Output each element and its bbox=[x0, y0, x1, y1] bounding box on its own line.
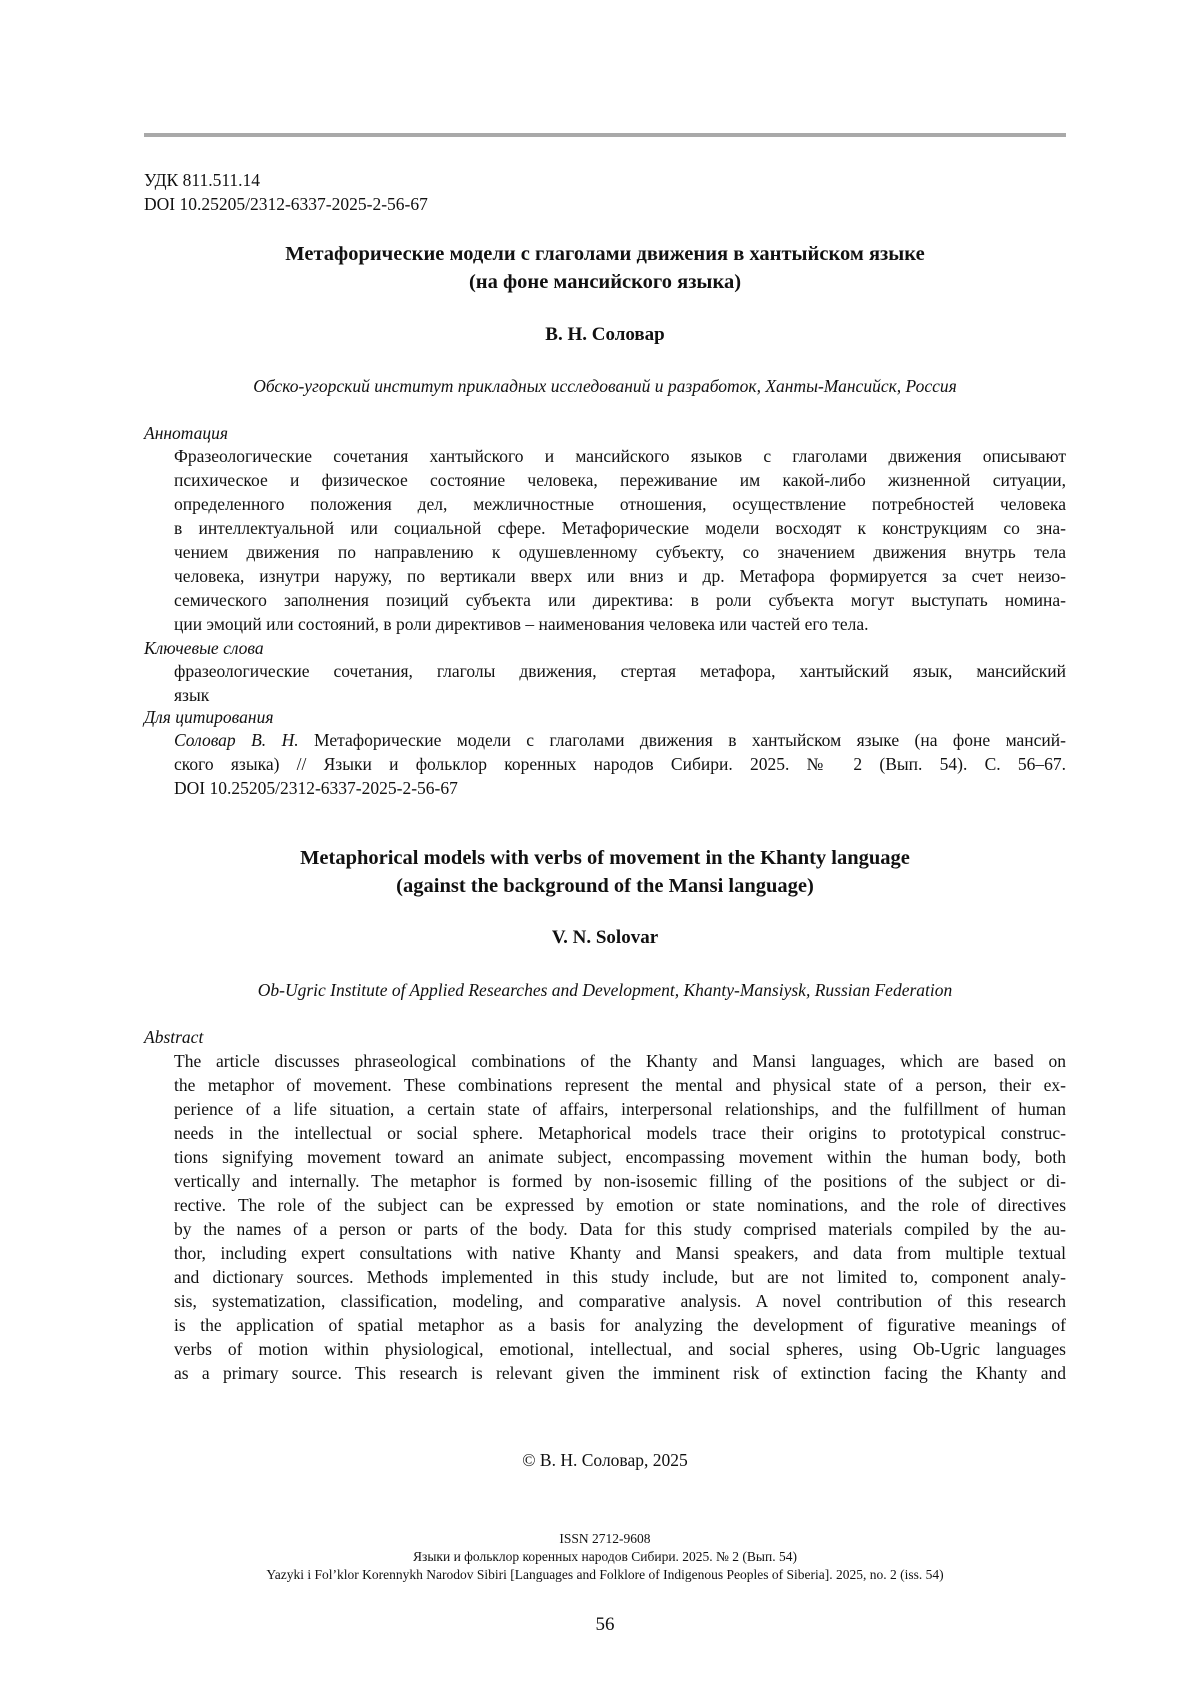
title-en bbox=[144, 844, 1066, 900]
citation-author: Соловар В. Н. bbox=[174, 730, 299, 750]
annotation-line: психическое и физическое состояние человека, переживание им какой-либо жизненной ситуации, bbox=[174, 470, 1066, 490]
annotation-line: ции эмоций или состояний, в роли директивов – наименования человека или частей его тела. bbox=[174, 614, 869, 634]
annotation-line: человека, изнутри наружу, по вертикали вверх или вниз и др. Метафора формируется за счет неизо- bbox=[174, 566, 1066, 586]
author-ru: В. Н. Соловар bbox=[545, 324, 665, 345]
affiliation-ru: Обско-угорский институт прикладных исследований и разработок, Ханты-Мансийск, Россия bbox=[253, 376, 957, 396]
abstract-line: as a primary source. This research is relevant given the imminent risk of extinction facing the Khanty and bbox=[174, 1363, 1066, 1383]
page-number: 56 bbox=[595, 1614, 615, 1635]
keywords-text bbox=[174, 659, 1066, 707]
doi: DOI 10.25205/2312-6337-2025-2-56-67 bbox=[144, 194, 428, 214]
citation-title: Метафорические модели с глаголами движения в хантыйском языке (на фоне мансий- bbox=[298, 730, 1066, 750]
abstract-line: is the application of spatial metaphor as a basis for analyzing the development of figurative meanings of bbox=[174, 1315, 1066, 1335]
citation-doi: DOI 10.25205/2312-6337-2025-2-56-67 bbox=[174, 778, 458, 798]
citation-line: ского языка) // Языки и фольклор коренных народов Сибири. 2025. № 2 (Вып. 54). С. 56–67. bbox=[174, 754, 1066, 774]
abstract-label: Abstract bbox=[144, 1027, 204, 1047]
article-meta bbox=[144, 168, 428, 216]
abstract-line: needs in the intellectual or social sphere. Metaphorical models trace their origins to prototypical construc- bbox=[174, 1123, 1066, 1143]
annotation-line: чением движения по направлению к одушевленному субъекту, со значением движения внутрь тела bbox=[174, 542, 1066, 562]
abstract-text bbox=[174, 1049, 1066, 1385]
annotation-label: Аннотация bbox=[144, 423, 229, 443]
affiliation-en: Ob-Ugric Institute of Applied Researches and Development, Khanty-Mansiysk, Russian Federation bbox=[257, 980, 953, 1000]
annotation-line: семического заполнения позиций субъекта или директива: в роли субъекта могут выступать номина- bbox=[174, 590, 1066, 610]
journal-footer bbox=[144, 1530, 1066, 1584]
abstract-line: vertically and internally. The metaphor is formed by non-isosemic filling of the positions of the subject or di- bbox=[174, 1171, 1066, 1191]
abstract-line: verbs of motion within physiological, emotional, intellectual, and social spheres, using Ob-Ugric languages bbox=[174, 1339, 1066, 1359]
abstract-line: tions signifying movement toward an animate subject, encompassing movement within the human body, both bbox=[174, 1147, 1066, 1167]
header-rule bbox=[144, 133, 1066, 137]
title-ru bbox=[144, 240, 1066, 296]
citation-text bbox=[174, 728, 1066, 800]
abstract-line: by the names of a person or parts of the body. Data for this study comprised materials compiled by the au- bbox=[174, 1219, 1066, 1239]
abstract-line: sis, systematization, classification, modeling, and comparative analysis. A novel contribution of this research bbox=[174, 1291, 1066, 1311]
keywords-line: фразеологические сочетания, глаголы движения, стертая метафора, хантыйский язык, мансийский bbox=[174, 661, 1066, 681]
annotation-line: в интеллектуальной или социальной сфере. Метафорические модели восходят к конструкциям со зна- bbox=[174, 518, 1066, 538]
footer-journal-en: Yazyki i Fol’klor Korennykh Narodov Sibiri [Languages and Folklore of Indigenous Peoples of Siberia]. 2025, no. 2 (iss. 54) bbox=[266, 1567, 944, 1582]
title-ru-line: (на фоне мансийского языка) bbox=[468, 271, 742, 293]
abstract-line: the metaphor of movement. These combinations represent the mental and physical state of a person, their ex- bbox=[174, 1075, 1066, 1095]
udc-code: УДК 811.511.14 bbox=[144, 170, 261, 190]
citation-line bbox=[174, 728, 1066, 752]
footer-issn: ISSN 2712-9608 bbox=[559, 1531, 651, 1546]
annotation-line: Фразеологические сочетания хантыйского и мансийского языков с глаголами движения описывают bbox=[174, 446, 1066, 466]
title-ru-line: Метафорические модели с глаголами движения в хантыйском языке bbox=[285, 243, 925, 265]
keywords-line: язык bbox=[174, 685, 210, 705]
copyright: © В. Н. Соловар, 2025 bbox=[522, 1450, 688, 1470]
abstract-line: thor, including expert consultations with native Khanty and Mansi speakers, and data from multiple textual bbox=[174, 1243, 1066, 1263]
annotation-line: определенного положения дел, межличностные отношения, осуществление потребностей человека bbox=[174, 494, 1066, 514]
footer-journal-ru: Языки и фольклор коренных народов Сибири. 2025. № 2 (Вып. 54) bbox=[413, 1549, 797, 1564]
abstract-line: The article discusses phraseological combinations of the Khanty and Mansi languages, which are based on bbox=[174, 1051, 1066, 1071]
abstract-line: rective. The role of the subject can be expressed by emotion or state nominations, and the role of directives bbox=[174, 1195, 1066, 1215]
keywords-label: Ключевые слова bbox=[144, 638, 264, 658]
abstract-line: and dictionary sources. Methods implemented in this study include, but are not limited to, component analy- bbox=[174, 1267, 1066, 1287]
annotation-text bbox=[174, 444, 1066, 636]
citation-label: Для цитирования bbox=[144, 707, 274, 727]
title-en-line: Metaphorical models with verbs of movement in the Khanty language bbox=[300, 847, 910, 869]
abstract-line: perience of a life situation, a certain state of affairs, interpersonal relationships, and the fulfillment of human bbox=[174, 1099, 1066, 1119]
author-en: V. N. Solovar bbox=[551, 927, 659, 948]
title-en-line: (against the background of the Mansi language) bbox=[396, 875, 814, 897]
